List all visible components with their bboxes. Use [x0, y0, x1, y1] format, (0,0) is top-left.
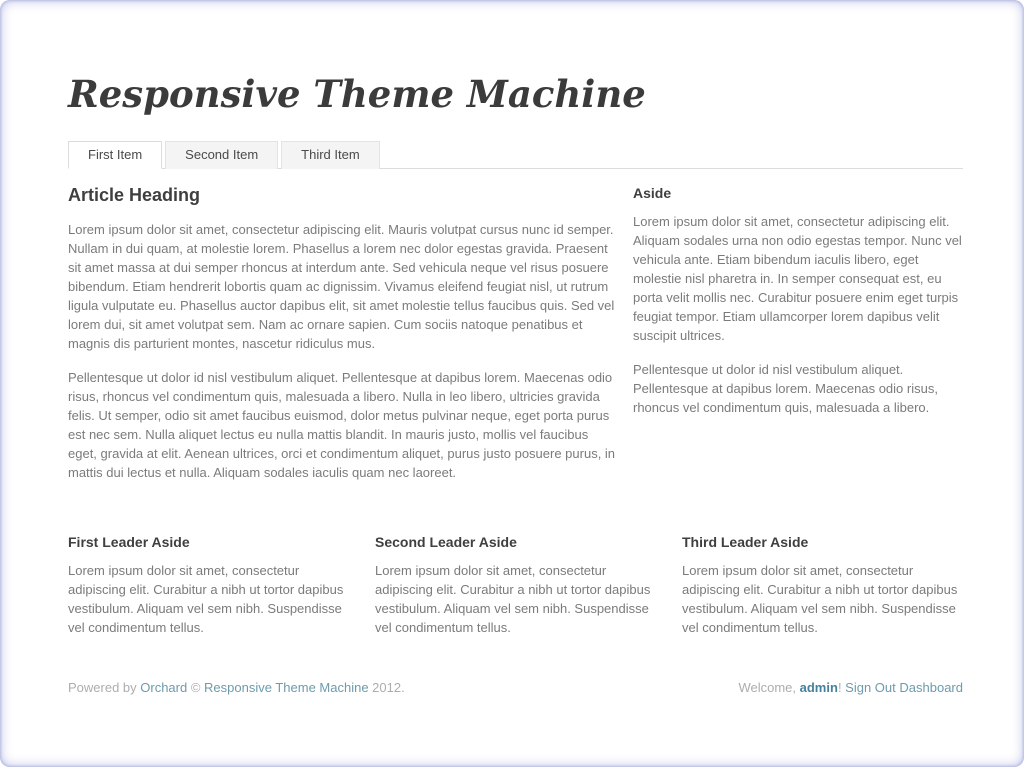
- aside-paragraph-1: Lorem ipsum dolor sit amet, consectetur adipiscing elit. Aliquam sodales urna non odio egestas tempor. Nunc vel vehicula ante. Etiam bibendum iaculis libero, eget molestie nisl pharetra in. In semper consequat est, eu porta velit mollis nec. Curabitur posuere enim eget turpis feugiat tempor. Etiam ullamcorper lorem dapibus velit suscipit ultrices.: [633, 214, 962, 343]
- leader-asides: [68, 534, 963, 652]
- aside-paragraph-2: Pellentesque ut dolor id nisl vestibulum aliquet. Pellentesque at dapibus lorem. Maecenas odio risus, rhoncus vel condimentum quis, malesuada a libero.: [633, 362, 938, 415]
- orchard-link[interactable]: Orchard: [140, 680, 188, 695]
- tab-bar: [68, 141, 963, 169]
- exclaim-text: !: [837, 680, 846, 695]
- aside-heading: Aside: [633, 185, 672, 201]
- page-container: [68, 72, 963, 695]
- footer-credits: [68, 680, 405, 695]
- username-link[interactable]: admin: [799, 680, 838, 695]
- article-heading: Article Heading: [68, 185, 201, 205]
- first-leader-text: Lorem ipsum dolor sit amet, consectetur adipiscing elit. Curabitur a nibh ut tortor dapibus vestibulum. Aliquam vel sem nibh. Suspendisse vel condimentum tellus.: [68, 563, 344, 635]
- tab-third-item[interactable]: Third Item: [281, 141, 380, 169]
- footer-year: 2012.: [368, 680, 405, 695]
- third-leader-heading: Third Leader Aside: [682, 534, 809, 550]
- second-leader-heading: Second Leader Aside: [375, 534, 517, 550]
- aside: [633, 185, 963, 497]
- welcome-text: Welcome,: [738, 680, 800, 695]
- dashboard-link[interactable]: Dashboard: [899, 680, 963, 695]
- second-leader-text: Lorem ipsum dolor sit amet, consectetur adipiscing elit. Curabitur a nibh ut tortor dapibus vestibulum. Aliquam vel sem nibh. Suspendisse vel condimentum tellus.: [375, 563, 651, 635]
- main-nav: [68, 141, 963, 169]
- tab-second-item[interactable]: Second Item: [165, 141, 278, 169]
- third-leader-aside: [682, 534, 963, 652]
- site-header: [68, 72, 963, 116]
- theme-link[interactable]: Responsive Theme Machine: [204, 680, 369, 695]
- site-title[interactable]: Responsive Theme Machine: [68, 72, 646, 116]
- sign-out-link[interactable]: Sign Out: [845, 680, 896, 695]
- article: [68, 185, 618, 497]
- page-footer: [68, 680, 963, 695]
- second-leader-aside: [375, 534, 656, 652]
- first-leader-aside: [68, 534, 349, 652]
- main-content: [68, 185, 963, 497]
- article-paragraph-1: Lorem ipsum dolor sit amet, consectetur adipiscing elit. Mauris volutpat cursus nunc id semper. Nullam in dui quam, at molestie lorem. Phasellus a lorem nec dolor egestas gravida. Praesent sit amet massa at dui semper rhoncus at interdum ante. Sed vehicula neque vel risus posuere bibendum. Etiam hendrerit lobortis quam ac dignissim. Vivamus eleifend feugiat nisl, ut rutrum ligula vulputate eu. Phasellus auctor dapibus elit, sit amet molestie tellus faucibus quis. Sed vel lorem dui, sit amet volutpat sem. Nam ac ornare sapien. Cum sociis natoque penatibus et magnis dis parturient montes, nascetur ridiculus mus.: [68, 222, 615, 351]
- first-leader-heading: First Leader Aside: [68, 534, 190, 550]
- third-leader-text: Lorem ipsum dolor sit amet, consectetur adipiscing elit. Curabitur a nibh ut tortor dapibus vestibulum. Aliquam vel sem nibh. Suspendisse vel condimentum tellus.: [682, 563, 958, 635]
- tab-first-item[interactable]: First Item: [68, 141, 162, 169]
- powered-by-text: Powered by: [68, 680, 141, 695]
- copyright-symbol: ©: [187, 680, 205, 695]
- footer-user-zone: [738, 680, 963, 695]
- article-paragraph-2: Pellentesque ut dolor id nisl vestibulum aliquet. Pellentesque at dapibus lorem. Maecenas odio risus, rhoncus vel condimentum quis, malesuada a libero. Nulla in leo libero, ultricies gravida felis. Ut semper, odio sit amet faucibus euismod, dolor metus pulvinar neque, eget porta purus est nec sem. Nulla aliquet lectus eu nulla mattis blandit. In mauris justo, mollis vel faucibus eget, gravida at elit. Aenean ultrices, orci et condimentum aliquet, purus justo posuere purus, in mattis dui lectus et nulla. Aliquam sodales iaculis quam nec laoreet.: [68, 370, 616, 480]
